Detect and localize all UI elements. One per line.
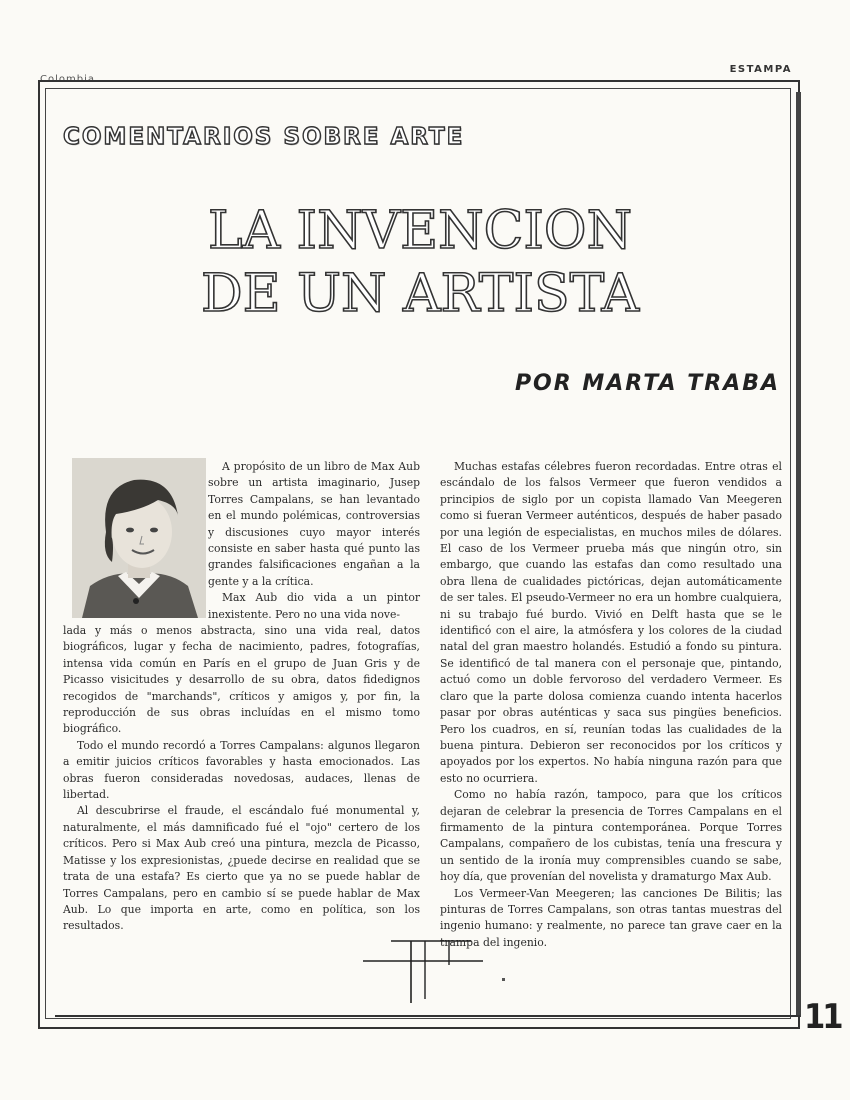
stray-mark	[502, 978, 505, 981]
paragraph: Los Vermeer-Van Meegeren; las canciones De Bilitis; las pinturas de Torres Campalans, son otras tantas muestras del ingenio humano: y realmente, no parece tan grave caer en la trampa del ingenio.	[440, 886, 782, 949]
article-title-line-1: LA INVENCION	[207, 201, 633, 261]
frame-bottom-bar	[55, 1015, 800, 1029]
author-portrait-photo	[72, 458, 206, 618]
left-column-text-wide	[63, 623, 420, 935]
paragraph: Al descubrirse el fraude, el escándalo fué monumental y, naturalmente, el más damnificado fué el "ojo" certero de los críticos. Pero si Max Aub creó una pintura, mezcla de Picasso, Matisse y los expresionistas, ¿puede decirse en realidad que se trata de una estafa? Es cierto que ya no se puede hablar de Torres Campalans, pero en cambio sí se puede hablar de Max Aub. Lo que importa en arte, como en política, son los resultados.	[63, 804, 420, 933]
article-byline: POR MARTA TRABA	[514, 371, 780, 396]
right-column-text	[440, 459, 782, 951]
paragraph: Como no había razón, tampoco, para que los críticos dejaran de celebrar la presencia de Torres Campalans en el firmamento de la pintura contemporánea. Porque Torres Campalans, compañero de los cubistas, tenía una frescura y un sentido de la ironía muy comprensibles cuando se sabe, hoy día, que provenían del novelista y dramaturgo Max Aub.	[440, 788, 782, 884]
paragraph: Max Aub dio vida a un pintor inexistente. Pero no una vida nove-	[208, 591, 420, 621]
section-title: COMENTARIOS SOBRE ARTE	[63, 124, 465, 150]
article-title-line-2: DE UN ARTISTA	[200, 264, 640, 324]
left-column-text-narrow	[208, 459, 420, 623]
page-number: 11	[804, 997, 841, 1037]
paragraph: A propósito de un libro de Max Aub sobre un artista imaginario, Jusep Torres Campalans, se han levantado en el mundo polémicas, controversias y discusiones cuyo mayor interés consiste en saber hasta qué punto las grandes falsificaciones engañan a la gente y a la crítica.	[208, 460, 420, 588]
header-country: Colombia	[40, 74, 95, 85]
paragraph: Muchas estafas célebres fueron recordadas. Entre otras el escándalo de los falsos Vermeer que fueron vendidos a principios de siglo por un copista llamado Van Meegeren como si fueran Vermeer auténticos, después de haber pasado por una legión de especialistas, en muchos miles de dólares. El caso de los Vermeer prueba más que ningún otro, sin embargo, que cuando las estafas dan como resultado una obra llena de cualidades pictóricas, dejan automáticamente de ser tales. El pseudo-Vermeer no era un hombre cualquiera, ni su trabajo fué burdo. Vivió en Delft hasta que se le identificó con el aire, la atmósfera y los colores de la ciudad natal del gran maestro holandés. Estudió a fondo su pintura. Se identificó de tal manera con el personaje que, pintando, actuó como un doble fervoroso del verdadero Vermeer. Es claro que la parte dolosa comienza cuando intenta hacerlos pasar por obras auténticas y saca sus pingües beneficios. Pero los cuadros, en sí, reunían todas las cualidades de la buena pintura. Debieron ser reconocidos por los críticos y apoyados por los expertos. No había ninguna razón para que esto no ocurriera.	[440, 460, 782, 785]
paragraph: lada y más o menos abstracta, sino una vida real, datos biográficos, lugar y fecha de nacimiento, padres, fotografías, intensa vida común en París en el grupo de Juan Gris y de Picasso visicitudes y desarrollo de su obra, datos fidedignos recogidos de "marchands", críticos y amigos y, por fin, la reproducción de sus obras incluídas en el mismo tomo biográfico.	[63, 624, 420, 736]
header-magazine-name: ESTAMPA	[729, 64, 792, 75]
portrait-illustration	[72, 458, 206, 618]
paragraph: Todo el mundo recordó a Torres Campalans: algunos llegaron a emitir juicios críticos favorables y hasta emocionados. Las obras fueron consideradas novedosas, audaces, llenas de libertad.	[63, 738, 420, 802]
frame-right-bar	[796, 92, 801, 1017]
end-mark-logo	[363, 935, 483, 1005]
